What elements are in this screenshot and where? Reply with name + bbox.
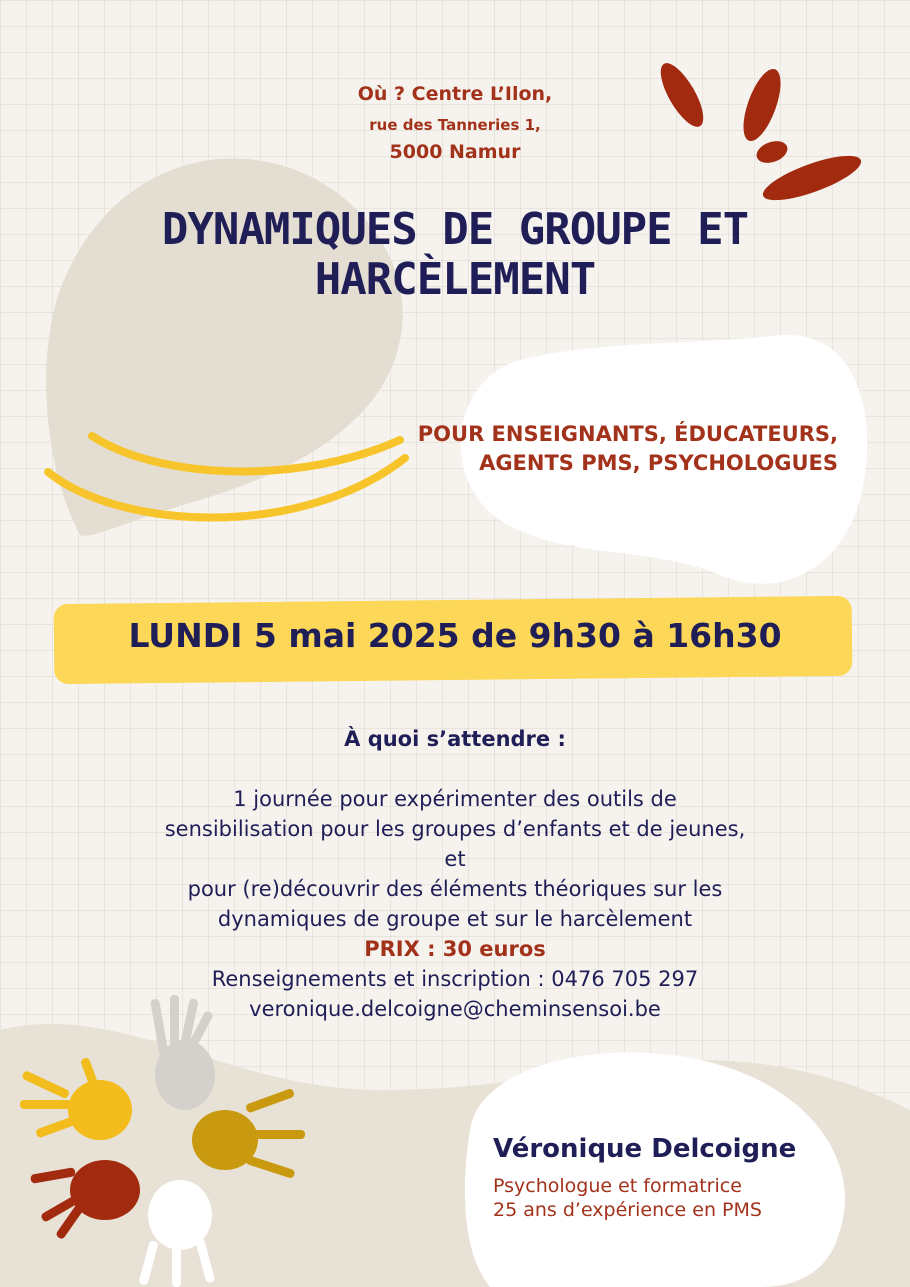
description-line-5: dynamiques de groupe et sur le harcèlement [217, 907, 693, 931]
description-line-2: sensibilisation pour les groupes d’enfants et de jeunes, [164, 817, 746, 841]
contact-email[interactable]: veronique.delcoigne@cheminsensoi.be [249, 997, 661, 1021]
audience-line-1: POUR ENSEIGNANTS, ÉDUCATEURS, [417, 422, 838, 446]
presenter-role-line-2: 25 ans d’expérience en PMS [493, 1199, 762, 1221]
contact-phone: Renseignements et inscription : 0476 705 297 [211, 967, 699, 991]
title-line-1: DYNAMIQUES DE GROUPE ET [161, 204, 749, 255]
description-line-4: pour (re)découvrir des éléments théoriques sur les [187, 877, 723, 901]
presenter-role [493, 1174, 762, 1222]
title-line-2: HARCÈLEMENT [314, 254, 596, 305]
description-line-1: 1 journée pour expérimenter des outils de [233, 787, 677, 811]
expectations-body [0, 784, 910, 1024]
expectations-heading: À quoi s’attendre : [344, 727, 566, 751]
event-date: LUNDI 5 mai 2025 de 9h30 à 16h30 [128, 616, 782, 655]
location-line-1: Où ? Centre L’Ilon, [357, 83, 553, 105]
description-line-3: et [444, 847, 466, 871]
audience-line-2: AGENTS PMS, PSYCHOLOGUES [479, 451, 838, 475]
presenter-name: Véronique Delcoigne [493, 1134, 797, 1164]
presenter-role-line-1: Psychologue et formatrice [493, 1175, 742, 1197]
location-line-2: rue des Tanneries 1, [369, 116, 541, 134]
location-line-3: 5000 Namur [389, 141, 521, 163]
target-audience [418, 420, 838, 478]
price: PRIX : 30 euros [364, 937, 546, 961]
page-title [0, 205, 910, 305]
